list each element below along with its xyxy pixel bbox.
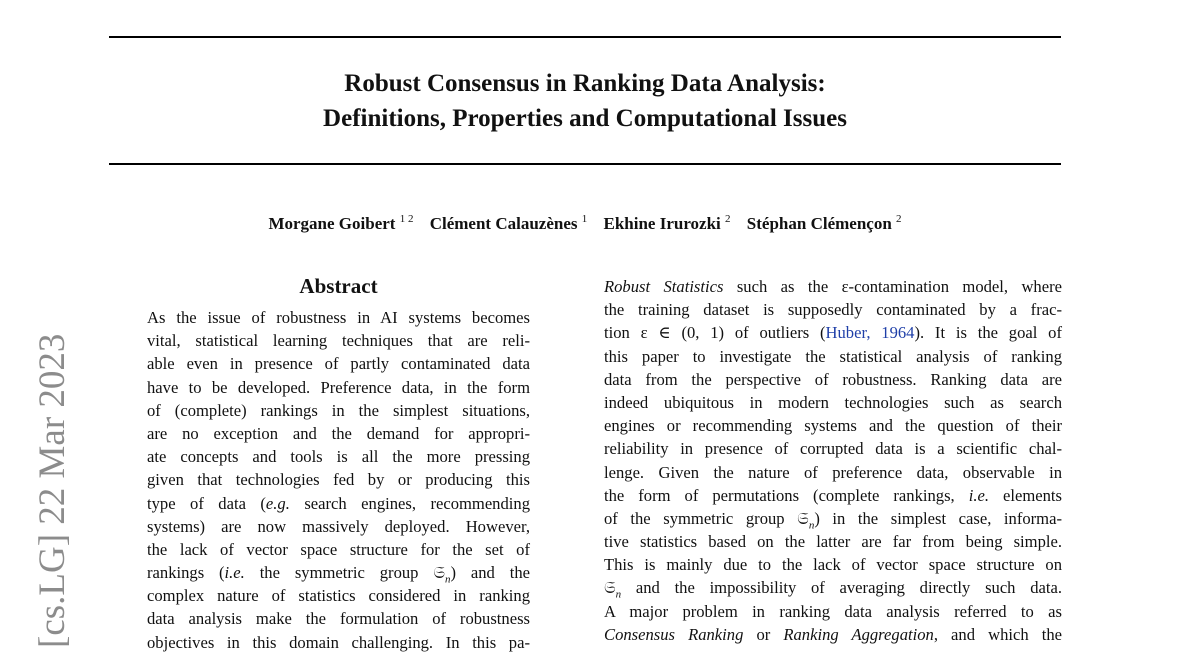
author-affiliation: 1 xyxy=(581,213,588,225)
abstract-line: have to be developed. Preference data, in the form xyxy=(147,377,530,397)
paper-title-line-2: Definitions, Properties and Computational Issues xyxy=(323,105,847,132)
abstract-line: data analysis make the formulation of robustness xyxy=(147,609,530,629)
body-line: engines or recommending systems and the question of their xyxy=(604,416,1062,436)
text-fragment: rankings ( xyxy=(147,563,225,583)
text-fragment: ) and the xyxy=(450,563,530,583)
text-fragment: 𝔖 xyxy=(604,578,616,598)
abstract-line: ate concepts and tools is all the more pressing xyxy=(147,447,530,467)
abstract-line: are no exception and the demand for appropri- xyxy=(147,423,530,443)
text-fragment: tion ε ∈ (0, 1) of outliers ( xyxy=(604,323,826,343)
subscript: n xyxy=(615,588,622,601)
body-line: lenge. Given the nature of preference data, observable in xyxy=(604,462,1062,482)
abstract-line: As the issue of robustness in AI systems becomes xyxy=(147,308,530,327)
abstract-heading: Abstract xyxy=(299,274,378,298)
text-fragment: , and which the xyxy=(933,624,1062,644)
top-rule xyxy=(109,36,1061,38)
text-fragment: ). It is the goal of xyxy=(914,323,1062,343)
author-list xyxy=(0,207,1170,236)
body-line xyxy=(604,321,1062,344)
author-affiliation: 2 xyxy=(896,213,902,225)
author-name: Clément Calauzènes xyxy=(429,214,578,233)
citation-link[interactable]: Huber, 1964 xyxy=(825,323,915,343)
italic-fragment: i.e. xyxy=(968,485,989,505)
italic-fragment: Robust Statistics xyxy=(604,277,724,296)
author-name: Ekhine Irurozki xyxy=(603,214,721,233)
abstract-line: systems) are now massively deployed. However, xyxy=(147,516,530,536)
text-fragment: or xyxy=(743,624,784,644)
body-line: reliability in presence of corrupted data is a scientific chal- xyxy=(604,439,1062,459)
text-fragment: the symmetric group 𝔖 xyxy=(244,563,445,583)
abstract-line: complex nature of statistics considered in ranking xyxy=(147,586,530,606)
body-line: the training dataset is supposedly contaminated by a frac- xyxy=(604,300,1062,320)
abstract-line: able even in presence of partly contaminated data xyxy=(147,354,530,374)
body-line: This is mainly due to the lack of vector space structure on xyxy=(604,555,1062,575)
text-fragment: elements xyxy=(988,485,1062,505)
body-line xyxy=(604,623,1062,646)
text-fragment: such as the ε-contamination model, where xyxy=(723,277,1062,296)
abstract-line: the lack of vector space structure for the set of xyxy=(147,539,530,559)
body-line: tive statistics based on the latter are far from being simple. xyxy=(604,532,1062,552)
abstract-line xyxy=(147,561,530,584)
body-line: data from the perspective of robustness. Ranking data are xyxy=(604,369,1062,389)
abstract-line: objectives in this domain challenging. In this pa- xyxy=(147,632,530,652)
arxiv-stamp: [cs.LG] 22 Mar 2023 xyxy=(32,333,73,648)
body-line xyxy=(604,484,1062,507)
bottom-rule xyxy=(109,163,1061,165)
italic-fragment: e.g. xyxy=(265,493,290,513)
body-line: A major problem in ranking data analysis referred to as xyxy=(604,601,1062,621)
abstract-body xyxy=(147,306,530,654)
subscript: n xyxy=(808,519,815,532)
author-name: Stéphan Clémençon xyxy=(746,214,892,233)
text-fragment: and the impossibility of averaging directly such data. xyxy=(621,578,1062,598)
abstract-line: vital, statistical learning techniques that are reli- xyxy=(147,331,530,351)
text-fragment: type of data ( xyxy=(147,493,266,513)
text-fragment: search engines, recommending xyxy=(289,493,530,513)
body-line xyxy=(604,507,1062,530)
abstract-line xyxy=(147,492,530,515)
text-fragment: ) in the simplest case, informa- xyxy=(814,508,1062,528)
abstract-line: of (complete) rankings in the simplest situations, xyxy=(147,400,530,420)
paper-title-line-1: Robust Consensus in Ranking Data Analysis: xyxy=(344,70,826,97)
italic-fragment: i.e. xyxy=(224,563,245,583)
text-fragment: the form of permutations (complete rankings, xyxy=(604,485,969,505)
author-name: Morgane Goibert xyxy=(268,214,396,233)
body-line: this paper to investigate the statistical analysis of ranking xyxy=(604,346,1062,366)
body-line: indeed ubiquitous in modern technologies such as search xyxy=(604,392,1062,412)
body-line xyxy=(604,576,1062,599)
text-fragment: of the symmetric group 𝔖 xyxy=(604,508,809,528)
italic-fragment: Ranking Aggregation xyxy=(783,624,934,644)
abstract-line: given that technologies fed by or producing this xyxy=(147,470,530,490)
subscript: n xyxy=(445,573,451,586)
body-line xyxy=(604,275,1062,298)
italic-fragment: Consensus Ranking xyxy=(604,624,744,644)
author-affiliation: 1 2 xyxy=(399,213,414,225)
author-affiliation: 2 xyxy=(725,213,731,225)
intro-body xyxy=(604,275,1062,646)
